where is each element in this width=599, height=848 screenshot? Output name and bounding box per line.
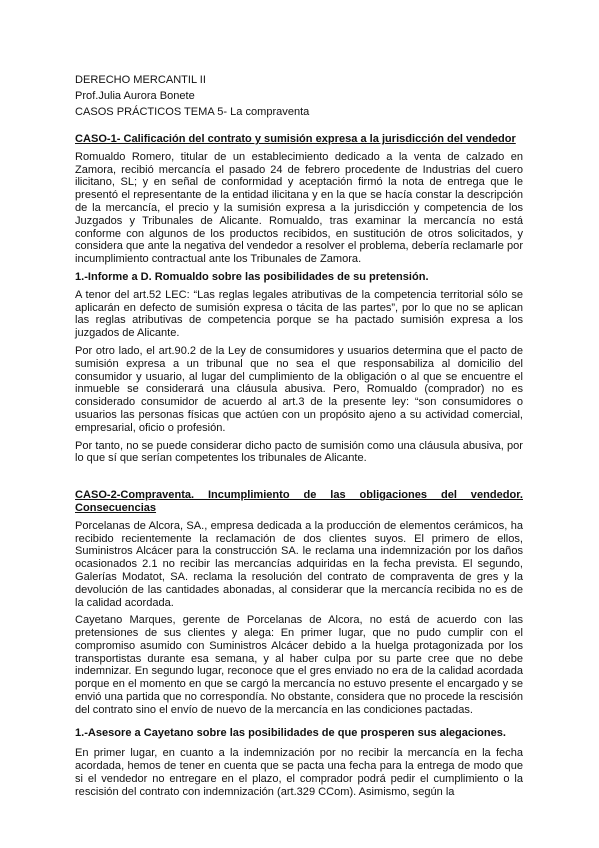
- case1-answer-paragraph-1: A tenor del art.52 LEC: “Las reglas legales atributivas de la competencia territorial sólo se aplicarán en defecto de sumisión expresa o tácita de las partes”, por lo que no se aplican las reglas atributivas de competencia porque se ha pactado sumisión expresa a los juzgados de Alicante.: [75, 288, 523, 340]
- case1-answer-paragraph-2: Por otro lado, el art.90.2 de la Ley de consumidores y usuarios determina que el pacto de sumisión expresa a un tribunal que no sea el que responsabiliza al domicilio del consumidor y usuario, al lugar del cumplimiento de la obligación o al que se encuentre el inmueble se considerará una cláusula abusiva. Pero, Romualdo (comprador) no es considerado consumidor de acuerdo al art.3 de la presente ley: “son consumidores o usuarios las personas físicas que actúen con un propósito ajeno a su actividad comercial, empresarial, oficio o profesión.: [75, 344, 523, 434]
- case2-answer-paragraph-1: En primer lugar, en cuanto a la indemnización por no recibir la mercancía en la fecha acordada, hemos de tener en cuenta que se pacta una fecha para la entrega de modo que si el vendedor no entregare en el plazo, el comprador podrá pedir el cumplimiento o la rescisión del contrato con indemnización (art.329 CCom). Asimismo, según la: [75, 747, 523, 798]
- case2-title: CASO-2-Compraventa. Incumplimiento de las obligaciones del vendedor. Consecuencias: [75, 489, 523, 514]
- case1-answer-paragraph-3: Por tanto, no se puede considerar dicho pacto de sumisión como una cláusula abusiva, por lo que sí que serían competentes los tribunales de Alicante.: [75, 439, 523, 465]
- case1-statement: Romualdo Romero, titular de un establecimiento dedicado a la venta de calzado en Zamora, recibió mercancía el pasado 24 de febrero procedente de Industrias del cuero ilicitano, SL; y en señal de conformidad y aceptación firmó la nota de entrega que le presentó el representante de la entidad ilicitana y en la que se hacía constar la descripción de la mercancía, el precio y la sumisión expresa a la jurisdicción y competencia de los Juzgados y Tribunales de Alicante. Romualdo, tras examinar la mercancía no está conforme con algunos de los productos recibidos, en sustitución de otros solicitados, y considera que ante la negativa del vendedor a resolver el problema, debería reclamarle por incumplimiento contractual ante los Tribunales de Zamora.: [75, 150, 523, 266]
- case2-question: 1.-Asesore a Cayetano sobre las posibilidades de que prosperen sus alegaciones.: [75, 726, 506, 739]
- case1-question: 1.-Informe a D. Romualdo sobre las posibilidades de su pretensión.: [75, 270, 429, 283]
- section-spacer: [75, 470, 523, 476]
- professor-name: Prof.Julia Aurora Bonete: [75, 90, 195, 102]
- case2-statement-paragraph-2: Cayetano Marques, gerente de Porcelanas de Alcora, no está de acuerdo con las pretensiones de sus clientes y alega: En primer lugar, que no pudo cumplir con el compromiso asumido con Suministros Alcácer debido a la huelga protagonizada por los transportistas durante esa semana, y al haber culpa por su parte cree que no debe indemnizar. En segundo lugar, reconoce que el gres enviado no era de la calidad acordada porque en el momento en que se cargó la mercancía no estuvo presente el encargado y se envió una partida que no correspondía. No obstante, considera que no procede la rescisión del contrato sino el envío de nuevo de la mercancía en las condiciones pactadas.: [75, 614, 523, 716]
- document-subtitle: CASOS PRÁCTICOS TEMA 5- La compraventa: [75, 106, 310, 118]
- course-title: DERECHO MERCANTIL II: [75, 74, 206, 86]
- case1-title: CASO-1- Calificación del contrato y sumisión expresa a la jurisdicción del vendedor: [75, 133, 516, 145]
- case2-statement-paragraph-1: Porcelanas de Alcora, SA., empresa dedicada a la producción de elementos cerámicos, ha recibido recientemente la reclamación de dos clientes suyos. El primero de ellos, Suministros Alcácer para la construcción SA. le reclama una indemnización por los daños ocasionados 2.1 no recibir las mercancías adquiridas en la fecha prevista. El segundo, Galerías Modatot, SA. reclama la resolución del contrato de compraventa de gres y la devolución de las cantidades abonadas, al considerar que la mercancía recibida no es de la calidad acordada.: [75, 519, 523, 609]
